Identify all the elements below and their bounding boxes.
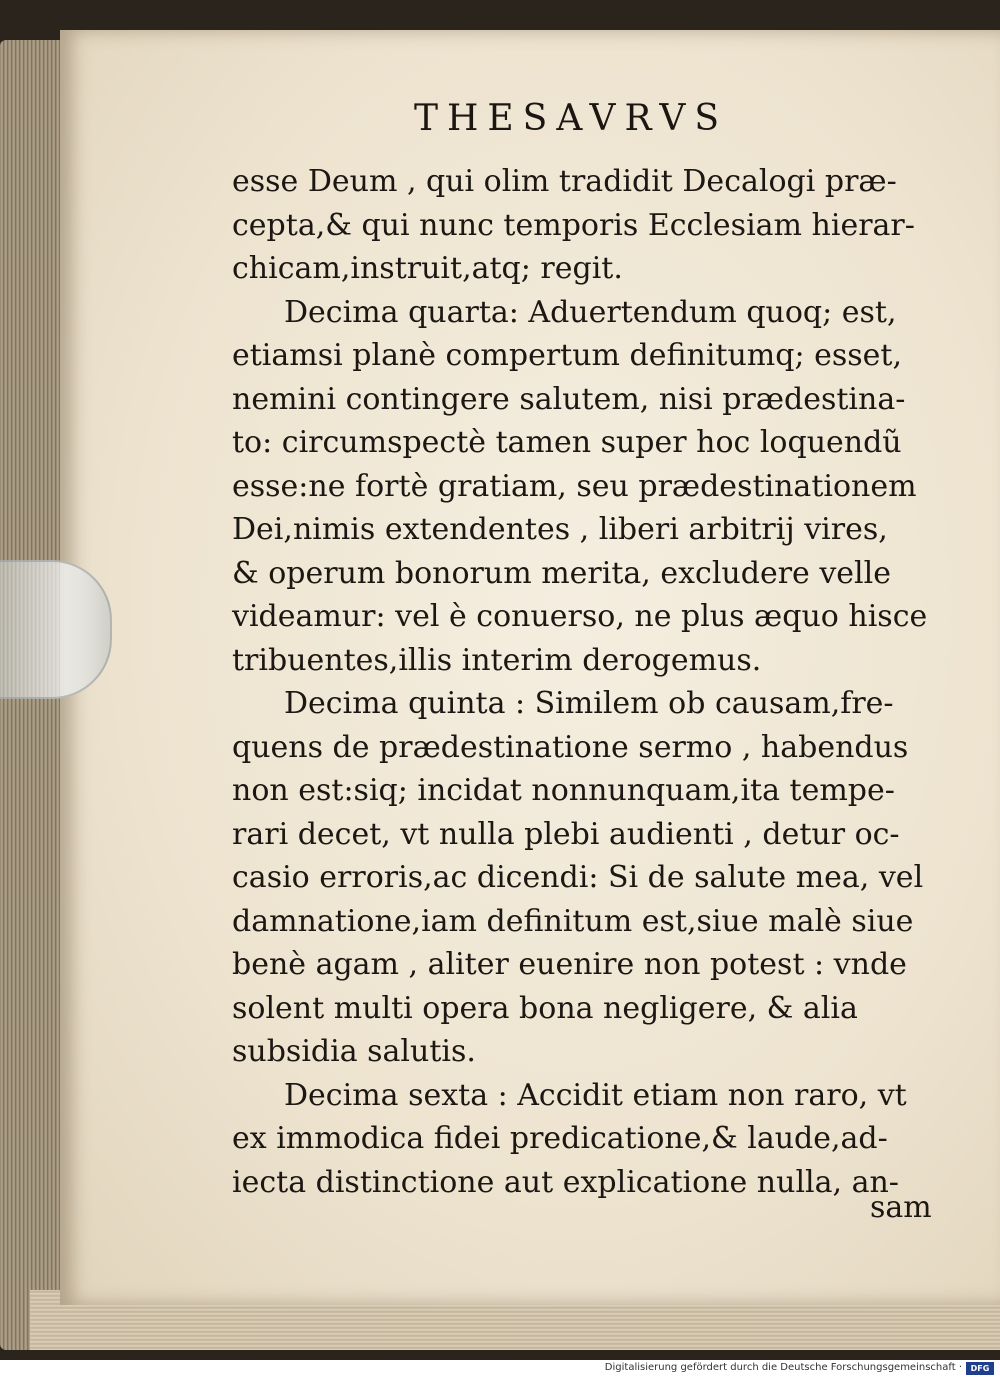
text-line: videamur: vel è conuerso, ne plus æquo hisce (232, 599, 928, 634)
text-line: ex immodica fidei predicatione,& laude,ad- (232, 1121, 888, 1156)
funding-notice: Digitalisierung gefördert durch die Deutsche Forschungsgemeinschaft · (604, 1362, 962, 1373)
text-line: Decima quinta : Similem ob causam,fre- (284, 686, 894, 721)
text-line: chicam,instruit,atq; regit. (232, 251, 623, 286)
text-line: quens de prædestinatione sermo , habendus (232, 729, 909, 765)
text-line: Decima quarta: Aduertendum quoq; est, (284, 294, 897, 330)
text-line: Dei,nimis extendentes , liberi arbitrij vires, (232, 512, 888, 547)
footer-bar (0, 1360, 1000, 1378)
text-line: non est:siq; incidat nonnunquam,ita tempe- (232, 773, 895, 808)
text-line: cepta,& qui nunc temporis Ecclesiam hierar- (232, 207, 915, 243)
text-line: Decima sexta : Accidit etiam non raro, vt (284, 1077, 907, 1113)
text-line: solent multi opera bona negligere, & alia (232, 990, 858, 1026)
text-line: etiamsi planè compertum definitumq; esset, (232, 338, 902, 373)
text-line: iecta distinctione aut explicatione nulla, an- (232, 1164, 899, 1200)
text-line: rari decet, vt nulla plebi audienti , detur oc- (232, 816, 900, 852)
text-block (232, 160, 944, 1204)
catchword: sam (870, 1190, 932, 1225)
dfg-logo-icon: DFG (966, 1362, 994, 1375)
text-line: esse Deum , qui olim tradidit Decalogi præ- (232, 164, 897, 199)
text-line: benè agam , aliter euenire non potest : vnde (232, 947, 907, 982)
page-clip (0, 560, 112, 699)
text-line: esse:ne fortè gratiam, seu prædestinationem (232, 468, 917, 504)
text-line: casio erroris,ac dicendi: Si de salute mea, vel (232, 860, 924, 895)
text-line: subsidia salutis. (232, 1034, 476, 1069)
running-head: THESAVRVS (414, 98, 729, 139)
text-line: & operum bonorum merita, excludere velle (232, 555, 891, 591)
text-line: tribuentes,illis interim derogemus. (232, 642, 762, 678)
text-line: nemini contingere salutem, nisi prædestina- (232, 381, 906, 417)
text-line: damnatione,iam definitum est,siue malè siue (232, 903, 914, 939)
text-line: to: circumspectè tamen super hoc loquendũ (232, 425, 902, 460)
